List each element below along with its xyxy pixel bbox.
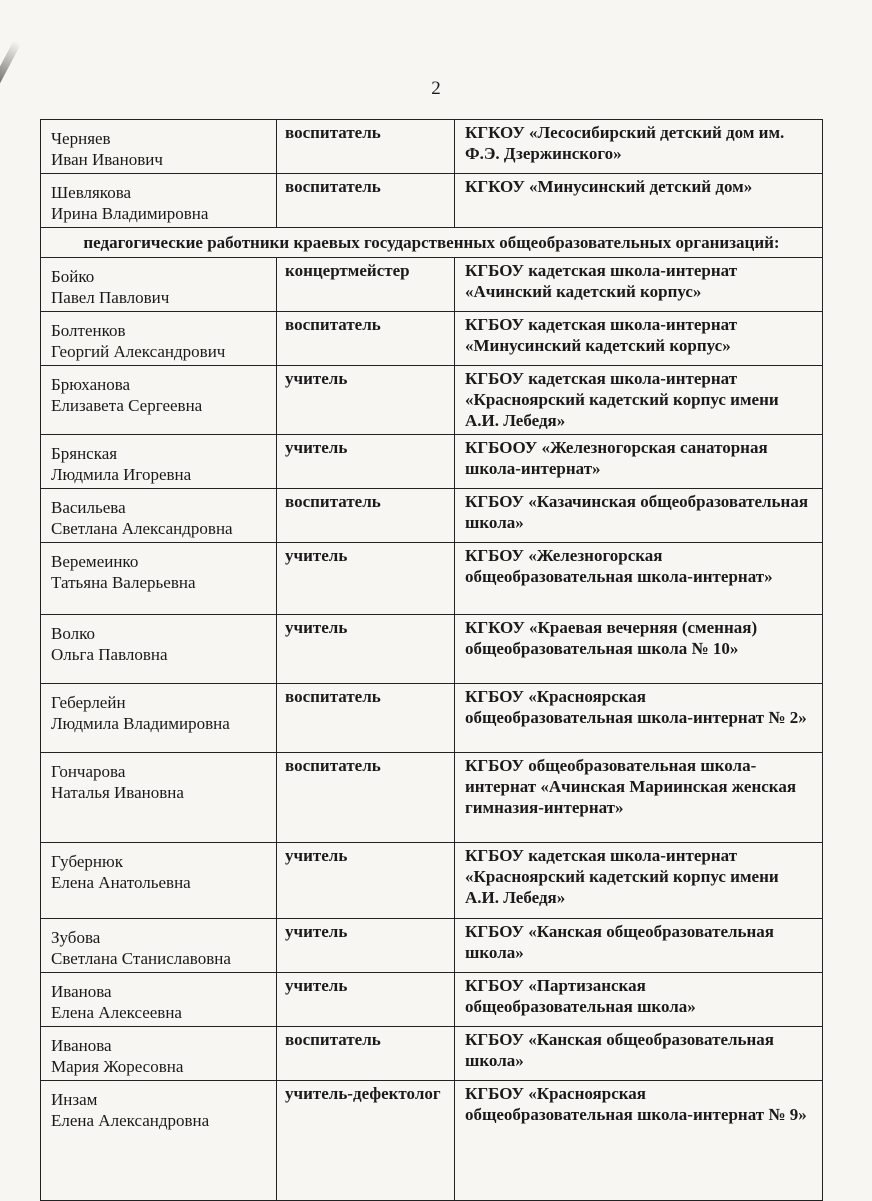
person-name-cell bbox=[41, 1081, 277, 1201]
position-cell: учитель bbox=[277, 843, 455, 919]
surname: Иванова bbox=[51, 1036, 112, 1055]
given-names: Светлана Станиславовна bbox=[51, 949, 231, 968]
person-name-cell bbox=[41, 753, 277, 843]
scan-artifact bbox=[0, 40, 21, 185]
organization-cell: КГКОУ «Минусинский детский дом» bbox=[455, 174, 823, 228]
table-row bbox=[41, 753, 823, 843]
table-row bbox=[41, 1027, 823, 1081]
person-name-cell bbox=[41, 120, 277, 174]
table-row bbox=[41, 174, 823, 228]
surname: Гончарова bbox=[51, 762, 126, 781]
given-names: Светлана Александровна bbox=[51, 519, 233, 538]
person-name-cell bbox=[41, 973, 277, 1027]
organization-cell: КГБОУ «Партизанская общеобразовательная школа» bbox=[455, 973, 823, 1027]
organization-cell: КГКОУ «Краевая вечерняя (сменная) общеобразовательная школа № 10» bbox=[455, 615, 823, 684]
given-names: Татьяна Валерьевна bbox=[51, 573, 196, 592]
given-names: Елена Алексеевна bbox=[51, 1003, 182, 1022]
table-row bbox=[41, 843, 823, 919]
person-name-cell bbox=[41, 543, 277, 615]
position-cell: концертмейстер bbox=[277, 258, 455, 312]
table-row bbox=[41, 366, 823, 435]
surname: Волко bbox=[51, 624, 95, 643]
position-cell: воспитатель bbox=[277, 174, 455, 228]
person-name-cell bbox=[41, 435, 277, 489]
surname: Иванова bbox=[51, 982, 112, 1001]
surname: Черняев bbox=[51, 129, 111, 148]
person-name-cell bbox=[41, 489, 277, 543]
table-row bbox=[41, 615, 823, 684]
surname: Бойко bbox=[51, 267, 95, 286]
organization-cell: КГБОУ кадетская школа-интернат «Красноярский кадетский корпус имени А.И. Лебедя» bbox=[455, 366, 823, 435]
position-cell: воспитатель bbox=[277, 753, 455, 843]
surname: Болтенков bbox=[51, 321, 126, 340]
organization-cell: КГКОУ «Лесосибирский детский дом им. Ф.Э. Дзержинского» bbox=[455, 120, 823, 174]
person-name-cell bbox=[41, 615, 277, 684]
table-row bbox=[41, 258, 823, 312]
table-row bbox=[41, 973, 823, 1027]
surname: Зубова bbox=[51, 928, 101, 947]
organization-cell: КГБОУ кадетская школа-интернат «Ачинский кадетский корпус» bbox=[455, 258, 823, 312]
given-names: Георгий Александрович bbox=[51, 342, 226, 361]
organization-cell: КГБОУ «Канская общеобразовательная школа» bbox=[455, 1027, 823, 1081]
position-cell: учитель bbox=[277, 366, 455, 435]
surname: Инзам bbox=[51, 1090, 98, 1109]
table-body-top bbox=[41, 120, 823, 228]
section-heading: педагогические работники краевых государственных общеобразовательных организаций: bbox=[41, 228, 823, 258]
position-cell: учитель bbox=[277, 435, 455, 489]
table-row bbox=[41, 543, 823, 615]
table-body-bottom bbox=[41, 258, 823, 1201]
page-number: 2 bbox=[431, 78, 441, 99]
given-names: Елизавета Сергеевна bbox=[51, 396, 203, 415]
table-row bbox=[41, 120, 823, 174]
surname: Брюханова bbox=[51, 375, 131, 394]
person-name-cell bbox=[41, 684, 277, 753]
surname: Брянская bbox=[51, 444, 118, 463]
given-names: Елена Александровна bbox=[51, 1111, 210, 1130]
staff-table bbox=[40, 119, 823, 1201]
position-cell: воспитатель bbox=[277, 489, 455, 543]
organization-cell: КГБОУ кадетская школа-интернат «Минусинский кадетский корпус» bbox=[455, 312, 823, 366]
given-names: Павел Павлович bbox=[51, 288, 170, 307]
person-name-cell bbox=[41, 258, 277, 312]
person-name-cell bbox=[41, 1027, 277, 1081]
organization-cell: КГБООУ «Железногорская санаторная школа-интернат» bbox=[455, 435, 823, 489]
section-row bbox=[41, 228, 823, 258]
table-row bbox=[41, 1081, 823, 1201]
given-names: Ольга Павловна bbox=[51, 645, 168, 664]
given-names: Наталья Ивановна bbox=[51, 783, 184, 802]
person-name-cell bbox=[41, 919, 277, 973]
position-cell: учитель bbox=[277, 543, 455, 615]
position-cell: учитель bbox=[277, 973, 455, 1027]
surname: Геберлейн bbox=[51, 693, 126, 712]
table-row bbox=[41, 684, 823, 753]
given-names: Мария Жоресовна bbox=[51, 1057, 184, 1076]
organization-cell: КГБОУ «Казачинская общеобразовательная школа» bbox=[455, 489, 823, 543]
position-cell: воспитатель bbox=[277, 312, 455, 366]
position-cell: учитель bbox=[277, 919, 455, 973]
table-row bbox=[41, 435, 823, 489]
person-name-cell bbox=[41, 843, 277, 919]
section-row-group bbox=[41, 228, 823, 258]
position-cell: воспитатель bbox=[277, 120, 455, 174]
surname: Губернюк bbox=[51, 852, 123, 871]
surname: Веремеинко bbox=[51, 552, 139, 571]
person-name-cell bbox=[41, 174, 277, 228]
surname: Шевлякова bbox=[51, 183, 132, 202]
organization-cell: КГБОУ «Красноярская общеобразовательная школа-интернат № 9» bbox=[455, 1081, 823, 1201]
position-cell: воспитатель bbox=[277, 1027, 455, 1081]
table-row bbox=[41, 489, 823, 543]
table-row bbox=[41, 919, 823, 973]
organization-cell: КГБОУ кадетская школа-интернат «Красноярский кадетский корпус имени А.И. Лебедя» bbox=[455, 843, 823, 919]
person-name-cell bbox=[41, 312, 277, 366]
position-cell: учитель bbox=[277, 615, 455, 684]
surname: Васильева bbox=[51, 498, 126, 517]
person-name-cell bbox=[41, 366, 277, 435]
organization-cell: КГБОУ общеобразовательная школа-интернат «Ачинская Мариинская женская гимназия-интернат» bbox=[455, 753, 823, 843]
given-names: Ирина Владимировна bbox=[51, 204, 209, 223]
given-names: Иван Иванович bbox=[51, 150, 163, 169]
given-names: Людмила Владимировна bbox=[51, 714, 230, 733]
position-cell: учитель-дефектолог bbox=[277, 1081, 455, 1201]
organization-cell: КГБОУ «Красноярская общеобразовательная школа-интернат № 2» bbox=[455, 684, 823, 753]
organization-cell: КГБОУ «Железногорская общеобразовательная школа-интернат» bbox=[455, 543, 823, 615]
organization-cell: КГБОУ «Канская общеобразовательная школа» bbox=[455, 919, 823, 973]
table-row bbox=[41, 312, 823, 366]
position-cell: воспитатель bbox=[277, 684, 455, 753]
given-names: Елена Анатольевна bbox=[51, 873, 191, 892]
given-names: Людмила Игоревна bbox=[51, 465, 192, 484]
